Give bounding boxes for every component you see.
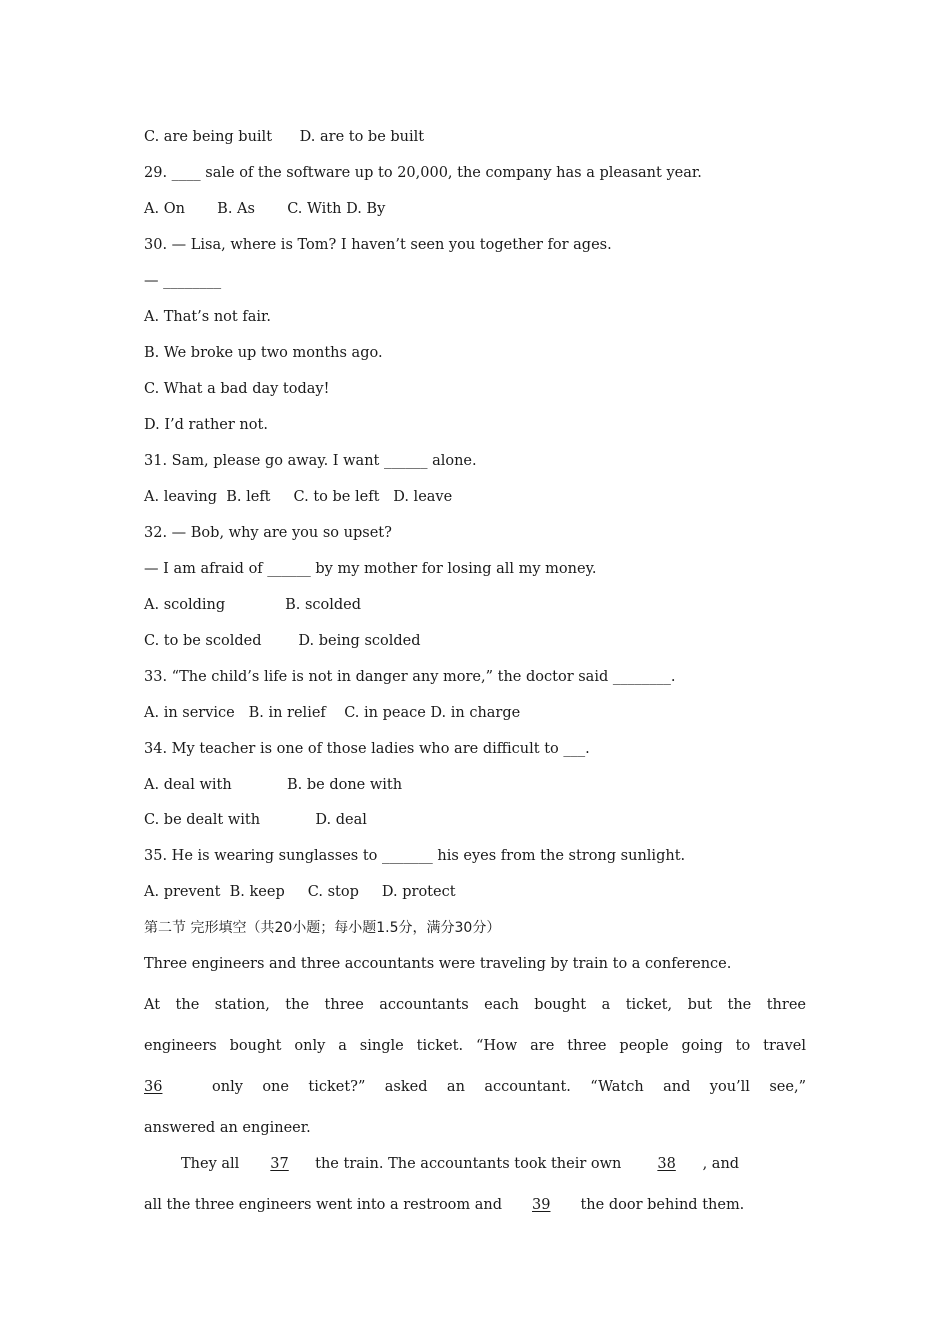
passage-line-7-a: all the three engineers went into a restroom and [144,1197,503,1213]
passage-line-1 [144,954,806,974]
option-30-b: B. We broke up two months ago. [144,345,383,361]
option-line-28-cd: C. are being built D. are to be built [144,129,425,145]
options-34-ab: A. deal with B. be done with [144,777,403,793]
passage-line-7 [144,1195,744,1215]
question-35: 35. He is wearing sunglasses to _______ his eyes from the strong sunlight. [144,848,686,864]
option-30-d: D. I’d rather not. [144,417,268,433]
passage-line-2: At the station, the three accountants each bought a ticket, but the three [144,997,806,1013]
question-30: 30. — Lisa, where is Tom? I haven’t seen you together for ages. [144,237,612,253]
passage-line-5: answered an engineer. [144,1120,311,1136]
question-30-reply: — ________ [144,273,222,289]
options-33: A. in service B. in relief C. in peace D. in charge [144,705,521,721]
question-32: 32. — Bob, why are you so upset? [144,525,392,541]
passage-line-4 [144,1077,806,1097]
question-29: 29. ____ sale of the software up to 20,000, the company has a pleasant year. [144,165,702,181]
section-heading: 第二节 完形填空（共20小题；每小题1.5分，满分30分） [144,920,501,936]
passage-line-7-b: the door behind them. [580,1197,745,1213]
question-33: 33. “The child’s life is not in danger any more,” the doctor said ________. [144,669,676,685]
passage-line-6-c: , and [702,1156,740,1172]
options-34-cd: C. be dealt with D. deal [144,812,367,828]
blank-39[interactable]: 39 [532,1197,551,1213]
options-32-cd: C. to be scolded D. being scolded [144,633,421,649]
option-30-c: C. What a bad day today! [144,381,330,397]
options-29: A. On B. As C. With D. By [144,201,386,217]
options-31: A. leaving B. left C. to be left D. leave [144,489,453,505]
passage-line-3: engineers bought only a single ticket. “How are three people going to travel [144,1038,806,1054]
blank-37[interactable]: 37 [270,1156,289,1172]
blank-38[interactable]: 38 [657,1156,676,1172]
passage-line-6 [181,1154,739,1174]
option-30-a: A. That’s not fair. [144,309,271,325]
passage-line-1-text: Three engineers and three accountants were traveling by train to a conference. [144,956,732,972]
question-31: 31. Sam, please go away. I want ______ alone. [144,453,477,469]
passage-line-6-a: They all [181,1156,240,1172]
question-32-reply: — I am afraid of ______ by my mother for losing all my money. [144,561,597,577]
passage-line-4-text: only one ticket?” asked an accountant. “Watch and you’ll see,” [212,1079,806,1095]
passage-line-6-b: the train. The accountants took their own [315,1156,622,1172]
options-32-ab: A. scolding B. scolded [144,597,362,613]
blank-36[interactable]: 36 [144,1079,163,1095]
options-35: A. prevent B. keep C. stop D. protect [144,884,456,900]
question-34: 34. My teacher is one of those ladies who are difficult to ___. [144,741,590,757]
